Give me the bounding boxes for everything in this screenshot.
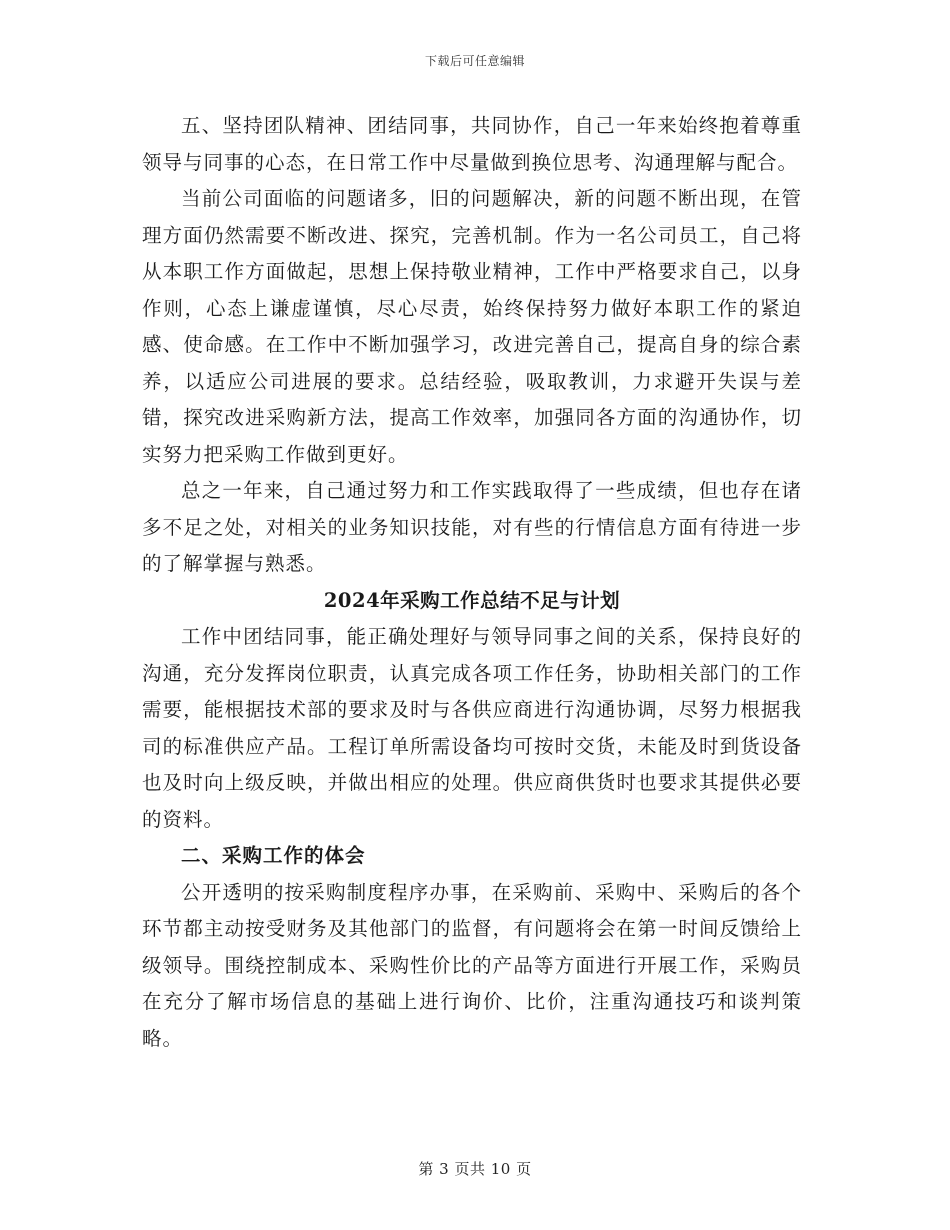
document-body	[142, 108, 802, 1057]
paragraph-current-issues: 当前公司面临的问题诸多，旧的问题解决，新的问题不断出现，在管理方面仍然需要不断改进、探究，完善机制。作为一名公司员工，自己将从本职工作方面做起，思想上保持敬业精神，工作中严格要求自己，以身作则，心态上谦虚谨慎，尽心尽责，始终保持努力做好本职工作的紧迫感、使命感。在工作中不断加强学习，改进完善自己，提高自身的综合素养，以适应公司进展的要求。总结经验，吸取教训，力求避开失误与差错，探究改进采购新方法，提高工作效率，加强同各方面的沟通协作，切实努力把采购工作做到更好。	[142, 187, 802, 466]
page-indicator: 第 3 页共 10 页	[418, 1160, 532, 1178]
paragraph-transparency: 公开透明的按采购制度程序办事，在采购前、采购中、采购后的各个环节都主动按受财务及其他部门的监督，有问题将会在第一时间反馈给上级领导。围绕控制成本、采购性价比的产品等方面进行开展工作，采购员在充分了解市场信息的基础上进行询价、比价，注重沟通技巧和谈判策略。	[142, 880, 802, 1050]
paragraph-teamwork-relations: 工作中团结同事，能正确处理好与领导同事之间的关系，保持良好的沟通，充分发挥岗位职责，认真完成各项工作任务，协助相关部门的工作需要，能根据技术部的要求及时与各供应商进行沟通协调，尽努力根据我司的标准供应产品。工程订单所需设备均可按时交货，未能及时到货设备也及时向上级反映，并做出相应的处理。供应商供货时也要求其提供必要的资料。	[142, 625, 802, 831]
paragraph-teamwork: 五、坚持团队精神、团结同事，共同协作，自己一年来始终抱着尊重领导与同事的心态，在日常工作中尽量做到换位思考、沟通理解与配合。	[142, 114, 802, 174]
paragraph-summary: 总之一年来，自己通过努力和工作实践取得了一些成绩，但也存在诸多不足之处，对相关的业务知识技能，对有些的行情信息方面有待进一步的了解掌握与熟悉。	[142, 479, 802, 575]
section-title: 2024年采购工作总结不足与计划	[323, 588, 621, 612]
header-note: 下载后可任意编辑	[424, 54, 525, 68]
sub-heading-experience: 二、采购工作的体会	[181, 844, 366, 867]
